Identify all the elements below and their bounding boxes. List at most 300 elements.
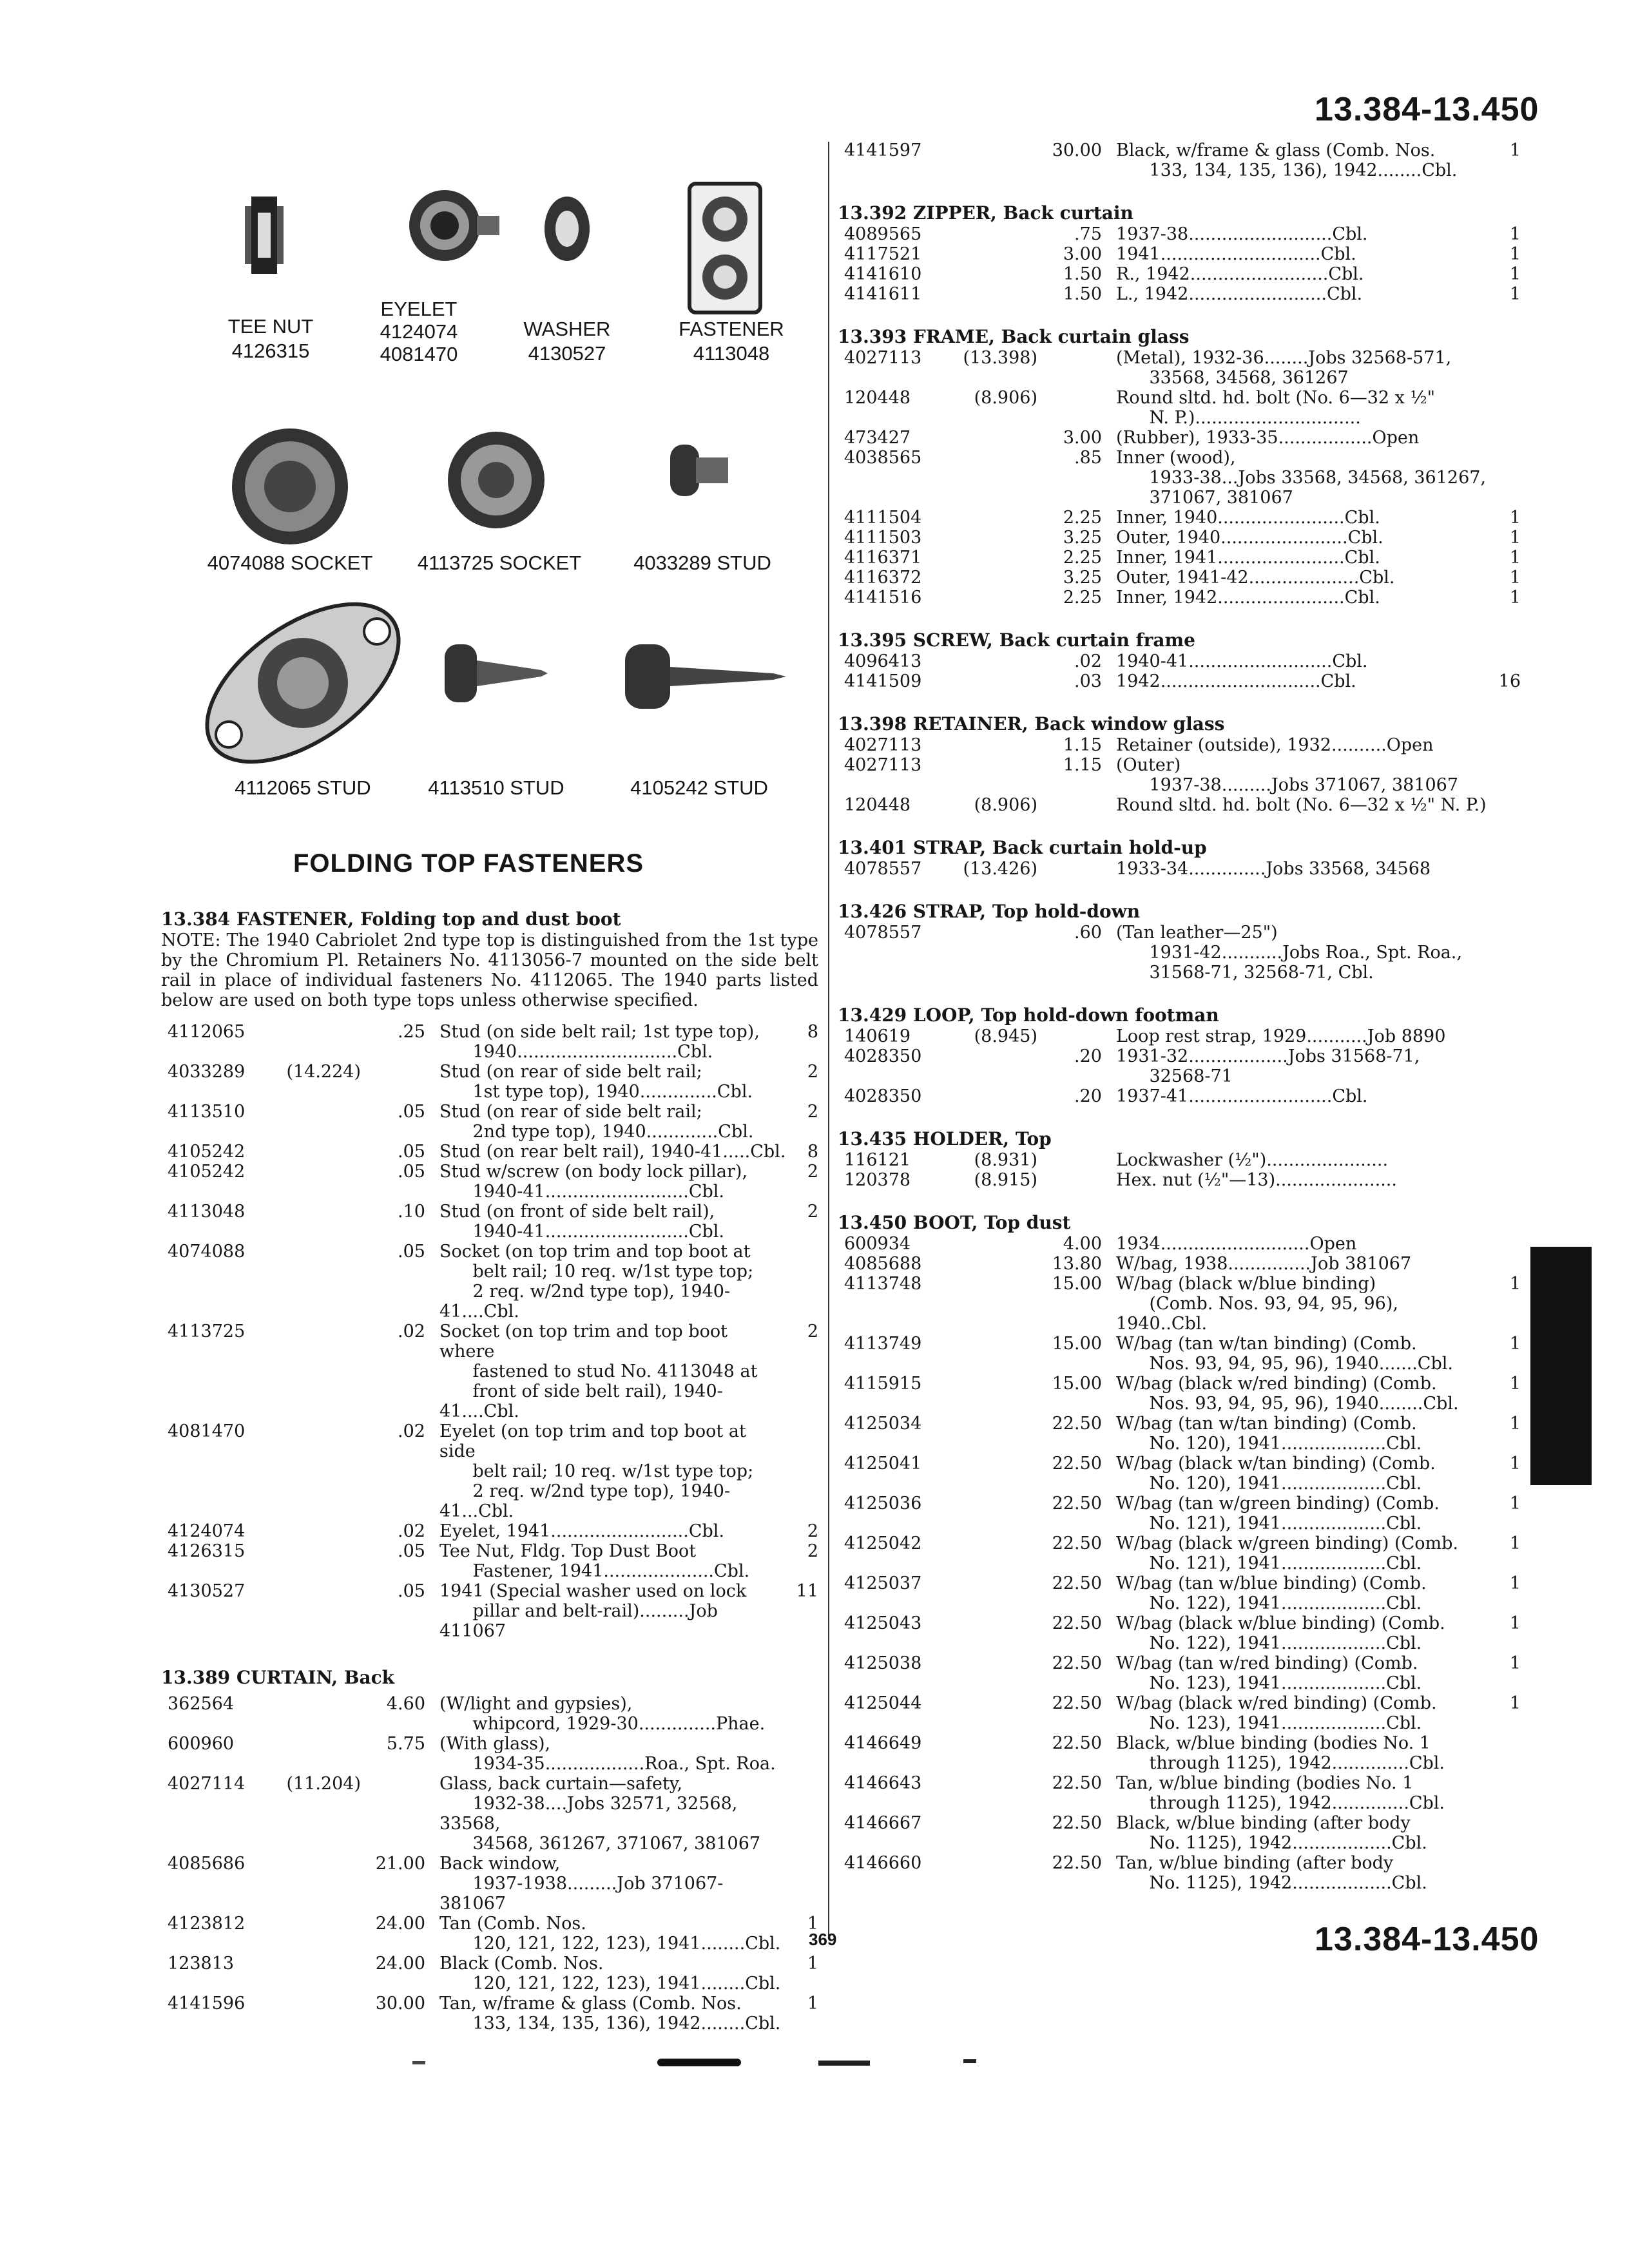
- part-row: [838, 284, 1521, 304]
- part-number: 4105242: [168, 1142, 246, 1162]
- price: 2.25: [1063, 548, 1102, 568]
- cross-reference: [277, 1541, 361, 1581]
- parts-list: [161, 1022, 818, 1641]
- fastener-plate-icon: [689, 184, 760, 312]
- part-row: [838, 1274, 1521, 1334]
- part-number: 4125042: [844, 1533, 922, 1553]
- cross-reference: [954, 448, 1037, 508]
- part-description: 1942.............................Cbl.: [1116, 671, 1356, 691]
- part-row: [838, 923, 1521, 983]
- caption-line: FASTENER: [679, 318, 784, 340]
- part-row: [161, 1321, 818, 1421]
- part-number: 4027114: [168, 1774, 246, 1794]
- part-number: 4141611: [844, 284, 922, 304]
- part-description: Round sltd. hd. bolt (No. 6—32 x ½" N. P.)..............................: [1116, 388, 1436, 428]
- caption-line: WASHER: [523, 318, 611, 340]
- price: 22.50: [1052, 1494, 1102, 1514]
- quantity: [1489, 1733, 1521, 1773]
- part-number: 473427: [844, 428, 911, 448]
- quantity: 1: [1509, 224, 1521, 244]
- cross-reference: [277, 1321, 361, 1421]
- part-number: 4124074: [168, 1521, 246, 1541]
- price: 22.50: [1052, 1693, 1102, 1713]
- cross-reference: [954, 508, 1037, 528]
- part-number: 4113749: [844, 1334, 922, 1354]
- price: [361, 1062, 425, 1102]
- oval-stud-icon: [180, 573, 426, 793]
- quantity: 1: [1509, 1533, 1521, 1553]
- cross-reference: [954, 1494, 1037, 1533]
- part-description: Tan, w/blue binding (bodies No. 1 through 1125), 1942..............Cbl.: [1116, 1773, 1445, 1813]
- caption-4033289-stud: 4033289 STUD: [633, 552, 771, 574]
- page-number: 369: [809, 1930, 837, 1949]
- price: .02: [1074, 651, 1102, 671]
- caption-tee-nut: [213, 314, 329, 363]
- part-number: 4113725: [168, 1321, 246, 1341]
- caption-line: TEE NUT: [227, 315, 314, 338]
- quantity: [1489, 448, 1521, 508]
- caption-4113725-socket: 4113725 SOCKET: [417, 552, 582, 574]
- part-row: [838, 755, 1521, 795]
- part-number: 4078557: [844, 923, 922, 943]
- part-number: 4078557: [844, 859, 922, 879]
- eyelet-icon: [409, 190, 499, 261]
- price: 1.50: [1063, 264, 1102, 284]
- part-row: [838, 1813, 1521, 1853]
- price: [1037, 388, 1102, 428]
- part-description: Stud (on front of side belt rail), 1940-41..........................Cbl.: [439, 1202, 724, 1242]
- part-number: 4125038: [844, 1653, 922, 1673]
- quantity: [786, 1242, 818, 1321]
- part-number: 4038565: [844, 448, 922, 468]
- page-range-top: 13.384-13.450: [1315, 91, 1539, 128]
- price: [1037, 859, 1102, 879]
- part-number: 4125036: [844, 1494, 922, 1514]
- quantity: 1: [1509, 548, 1521, 568]
- quantity: 1: [1509, 1274, 1521, 1294]
- part-description: Outer, 1940.......................Cbl.: [1116, 528, 1383, 548]
- part-description: (Tan leather—25") 1931-42...........Jobs Roa., Spt. Roa., 31568-71, 32568-71, Cbl.: [1116, 923, 1462, 983]
- quantity: [1489, 1026, 1521, 1046]
- price: 4.00: [1063, 1234, 1102, 1254]
- part-row: [838, 348, 1521, 388]
- part-number: 4115915: [844, 1374, 922, 1394]
- part-number: 600934: [844, 1234, 911, 1254]
- cross-reference: (13.426): [963, 859, 1037, 879]
- cross-reference: [277, 1954, 361, 1994]
- part-description: Stud (on rear of side belt rail; 2nd type top), 1940.............Cbl.: [439, 1102, 754, 1142]
- screw-stud-icon: [625, 644, 786, 709]
- cross-reference: (11.204): [286, 1774, 361, 1794]
- price: 22.50: [1052, 1813, 1102, 1833]
- quantity: [1489, 1813, 1521, 1853]
- parts-list: [838, 348, 1521, 608]
- part-number: 4117521: [844, 244, 922, 264]
- part-number: 4085688: [844, 1254, 922, 1274]
- price: 22.50: [1052, 1853, 1102, 1873]
- cross-reference: [954, 735, 1037, 755]
- caption-4113510-stud: 4113510 STUD: [428, 776, 564, 799]
- part-number: 4089565: [844, 224, 922, 244]
- caption-line: 4130527: [528, 342, 606, 365]
- part-number: 4125037: [844, 1573, 922, 1593]
- quantity: [786, 1421, 818, 1521]
- cross-reference: [954, 1533, 1037, 1573]
- caption-4105242-stud: 4105242 STUD: [630, 776, 768, 799]
- quantity: [1489, 428, 1521, 448]
- cross-reference: [277, 1022, 361, 1062]
- part-description: Stud (on rear of side belt rail; 1st type top), 1940..............Cbl.: [439, 1062, 753, 1102]
- part-row: [161, 1242, 818, 1321]
- part-number: 4033289: [168, 1062, 246, 1082]
- washer-icon: [545, 197, 590, 261]
- section-heading: 13.426 STRAP, Top hold-down: [838, 901, 1141, 922]
- part-number: 4113510: [168, 1102, 246, 1122]
- section-heading: 13.450 BOOT, Top dust: [838, 1212, 1071, 1233]
- part-number: 4141596: [168, 1994, 246, 2013]
- part-row: [161, 1421, 818, 1521]
- price: [1037, 1150, 1102, 1170]
- part-description: Black, w/blue binding (bodies No. 1 through 1125), 1942..............Cbl.: [1116, 1733, 1445, 1773]
- quantity: 2: [807, 1521, 818, 1541]
- caption-washer: [509, 317, 625, 366]
- quantity: 1: [1509, 1374, 1521, 1394]
- cross-reference: [954, 1573, 1037, 1613]
- part-description: 1937-38..........................Cbl.: [1116, 224, 1368, 244]
- part-description: Socket (on top trim and top boot at belt rail; 10 req. w/1st type top; 2 req. w/2nd type top), 1940-41....Cbl.: [439, 1242, 754, 1321]
- part-row: [838, 244, 1521, 264]
- part-row: [838, 1150, 1521, 1170]
- cross-reference: [277, 1734, 361, 1774]
- quantity: 1: [1509, 284, 1521, 304]
- cross-reference: [277, 1521, 361, 1541]
- part-row: [838, 735, 1521, 755]
- price: .75: [1074, 224, 1102, 244]
- cross-reference: (8.915): [974, 1170, 1037, 1190]
- price: .02: [398, 1421, 425, 1441]
- quantity: 1: [1509, 1653, 1521, 1673]
- left-column: [161, 908, 818, 2033]
- part-description: (Metal), 1932-36........Jobs 32568-571, 33568, 34568, 361267: [1116, 348, 1452, 388]
- quantity: [1489, 859, 1521, 879]
- part-description: Tee Nut, Fldg. Top Dust Boot Fastener, 1941....................Cbl.: [439, 1541, 750, 1581]
- quantity: 2: [807, 1102, 818, 1122]
- cross-reference: (13.398): [963, 348, 1037, 368]
- caption-line: EYELET: [380, 298, 458, 320]
- part-row: [161, 1202, 818, 1242]
- cross-reference: [954, 1374, 1037, 1414]
- section-title: FOLDING TOP FASTENERS: [293, 849, 644, 878]
- part-description: Loop rest strap, 1929...........Job 8890: [1116, 1026, 1446, 1046]
- part-description: Hex. nut (½"—13)......................: [1116, 1170, 1397, 1190]
- cross-reference: [954, 548, 1037, 568]
- quantity: 2: [807, 1541, 818, 1561]
- part-row: [838, 448, 1521, 508]
- caption-4112065-stud: 4112065 STUD: [235, 776, 371, 799]
- screw-stud-icon: [445, 644, 548, 702]
- section-heading: 13.395 SCREW, Back curtain frame: [838, 629, 1195, 651]
- part-row: [838, 224, 1521, 244]
- part-row: [838, 1653, 1521, 1693]
- section-heading: 13.393 FRAME, Back curtain glass: [838, 326, 1190, 347]
- quantity: 1: [1509, 1414, 1521, 1434]
- part-number: 4141516: [844, 588, 922, 608]
- quantity: [786, 1694, 818, 1734]
- cross-reference: [954, 651, 1037, 671]
- cross-reference: [277, 1581, 361, 1641]
- part-row: [838, 859, 1521, 879]
- part-row: [838, 1613, 1521, 1653]
- section-heading: 13.398 RETAINER, Back window glass: [838, 713, 1225, 735]
- part-description: Inner, 1941.......................Cbl.: [1116, 548, 1380, 568]
- price: .05: [398, 1541, 425, 1561]
- cross-reference: [954, 140, 1037, 180]
- cross-reference: [954, 1414, 1037, 1454]
- quantity: [1489, 1773, 1521, 1813]
- price: [1037, 1026, 1102, 1046]
- part-number: 4113048: [168, 1202, 246, 1222]
- part-number: 4125044: [844, 1693, 922, 1713]
- part-number: 600960: [168, 1734, 235, 1754]
- part-description: Glass, back curtain—safety, 1932-38....Jobs 32571, 32568, 33568, 34568, 361267, 371067, 381067: [439, 1774, 761, 1854]
- cross-reference: [954, 671, 1037, 691]
- part-description: Outer, 1941-42....................Cbl.: [1116, 568, 1395, 588]
- section-note: NOTE: The 1940 Cabriolet 2nd type top is distinguished from the 1st type by the Chromium Pl. Retainers No. 4113056-7 mounted on the side belt rail in place of individual fasteners No. 4112065. The 1940 parts listed below are used on both type tops unless otherwise specified.: [161, 930, 818, 1010]
- part-description: W/bag, 1938...............Job 381067: [1116, 1254, 1412, 1274]
- cross-reference: [954, 1274, 1037, 1334]
- quantity: 8: [807, 1022, 818, 1042]
- part-description: 1940-41..........................Cbl.: [1116, 651, 1368, 671]
- part-number: 4085686: [168, 1854, 246, 1874]
- quantity: 2: [807, 1062, 818, 1082]
- part-description: Tan, w/blue binding (after body No. 1125), 1942..................Cbl.: [1116, 1853, 1427, 1893]
- quantity: 1: [1509, 264, 1521, 284]
- price: 30.00: [375, 1994, 425, 2013]
- part-row: [838, 1454, 1521, 1494]
- caption-line: 4126315: [231, 340, 310, 362]
- part-description: W/bag (black w/green binding) (Comb. No. 121), 1941...................Cbl.: [1116, 1533, 1458, 1573]
- part-row: [161, 1541, 818, 1581]
- price: 22.50: [1052, 1773, 1102, 1793]
- cross-reference: [277, 1994, 361, 2033]
- cross-reference: [954, 264, 1037, 284]
- part-row: [161, 1994, 818, 2033]
- caption-line: 4113048: [693, 342, 770, 365]
- caption-line: 4124074: [380, 320, 458, 343]
- part-description: (W/light and gypsies), whipcord, 1929-30..............Phae.: [439, 1694, 766, 1734]
- quantity: [1489, 1046, 1521, 1086]
- cross-reference: (8.906): [974, 388, 1037, 408]
- cross-reference: [954, 755, 1037, 795]
- section-heading: 13.392 ZIPPER, Back curtain: [838, 202, 1133, 224]
- socket-icon: [448, 432, 545, 528]
- quantity: [786, 1854, 818, 1914]
- price: .20: [1074, 1046, 1102, 1066]
- price: 1.15: [1063, 735, 1102, 755]
- cross-reference: [954, 568, 1037, 588]
- part-number: 4105242: [168, 1162, 246, 1182]
- part-row: [838, 1254, 1521, 1274]
- part-description: Round sltd. hd. bolt (No. 6—32 x ½" N. P.): [1116, 795, 1487, 815]
- price: .02: [398, 1521, 425, 1541]
- part-number: 4116372: [844, 568, 922, 588]
- price: 21.00: [375, 1854, 425, 1874]
- part-description: W/bag (tan w/blue binding) (Comb. No. 122), 1941...................Cbl.: [1116, 1573, 1427, 1613]
- part-number: 4028350: [844, 1086, 922, 1106]
- cross-reference: [954, 1046, 1037, 1086]
- parts-list: [838, 1234, 1521, 1893]
- part-number: 4141610: [844, 264, 922, 284]
- part-description: Stud (on side belt rail; 1st type top), 1940.............................Cbl.: [439, 1022, 760, 1062]
- price: 15.00: [1052, 1274, 1102, 1294]
- price: .02: [398, 1321, 425, 1341]
- quantity: [1489, 1853, 1521, 1893]
- right-column: [838, 140, 1521, 1893]
- part-number: 4125043: [844, 1613, 922, 1633]
- quantity: 1: [1509, 1334, 1521, 1354]
- price: 13.80: [1052, 1254, 1102, 1274]
- part-description: (With glass), 1934-35..................Roa., Spt. Roa.: [439, 1734, 776, 1774]
- cross-reference: [954, 284, 1037, 304]
- quantity: 2: [807, 1202, 818, 1222]
- part-row: [838, 795, 1521, 815]
- part-number: 4096413: [844, 651, 922, 671]
- part-row: [161, 1022, 818, 1062]
- part-number: 4074088: [168, 1242, 246, 1262]
- parts-list: [838, 859, 1521, 879]
- part-number: 116121: [844, 1150, 911, 1170]
- part-row: [838, 1086, 1521, 1106]
- parts-list: [838, 923, 1521, 983]
- parts-list: [838, 1026, 1521, 1106]
- part-number: 120378: [844, 1170, 911, 1190]
- price: 1.50: [1063, 284, 1102, 304]
- parts-list: [838, 140, 1521, 180]
- cross-reference: (8.945): [974, 1026, 1037, 1046]
- cross-reference: [954, 528, 1037, 548]
- quantity: [1489, 348, 1521, 388]
- part-row: [161, 1162, 818, 1202]
- part-number: 4113748: [844, 1274, 922, 1294]
- part-row: [161, 1062, 818, 1102]
- cross-reference: [277, 1694, 361, 1734]
- cross-reference: (8.931): [974, 1150, 1037, 1170]
- price: 3.25: [1063, 528, 1102, 548]
- cross-reference: [954, 923, 1037, 983]
- part-row: [161, 1694, 818, 1734]
- part-number: 4130527: [168, 1581, 246, 1601]
- part-number: 4123812: [168, 1914, 246, 1934]
- cross-reference: [277, 1102, 361, 1142]
- cross-reference: [277, 1202, 361, 1242]
- price: 24.00: [375, 1914, 425, 1934]
- cross-reference: [954, 224, 1037, 244]
- price: .05: [398, 1581, 425, 1601]
- part-row: [838, 508, 1521, 528]
- part-row: [161, 1954, 818, 1994]
- quantity: [1489, 1150, 1521, 1170]
- price: 22.50: [1052, 1613, 1102, 1633]
- price: 3.00: [1063, 244, 1102, 264]
- part-description: W/bag (black w/blue binding) (Comb. Nos. 93, 94, 95, 96), 1940..Cbl.: [1116, 1274, 1398, 1334]
- part-number: 4111503: [844, 528, 922, 548]
- part-number: 4146660: [844, 1853, 922, 1873]
- cross-reference: [954, 244, 1037, 264]
- column-divider: [828, 142, 829, 1939]
- price: .60: [1074, 923, 1102, 943]
- parts-list: [838, 1150, 1521, 1190]
- part-number: 4141597: [844, 140, 922, 160]
- part-number: 4027113: [844, 755, 922, 775]
- part-description: Black, w/blue binding (after body No. 1125), 1942..................Cbl.: [1116, 1813, 1427, 1853]
- price: [1037, 1170, 1102, 1190]
- price: .10: [398, 1202, 425, 1222]
- caption-4074088-socket: 4074088 SOCKET: [207, 552, 373, 574]
- price: [361, 1774, 425, 1854]
- part-row: [838, 264, 1521, 284]
- part-row: [161, 1142, 818, 1162]
- part-description: Inner, 1940.......................Cbl.: [1116, 508, 1380, 528]
- part-row: [838, 1046, 1521, 1086]
- part-description: W/bag (tan w/tan binding) (Comb. Nos. 93, 94, 95, 96), 1940.......Cbl.: [1116, 1334, 1453, 1374]
- part-number: 4125041: [844, 1454, 922, 1474]
- part-number: 4111504: [844, 508, 922, 528]
- part-number: 362564: [168, 1694, 235, 1714]
- part-description: Eyelet, 1941.........................Cbl.: [439, 1521, 725, 1541]
- part-number: 4027113: [844, 735, 922, 755]
- part-number: 4116371: [844, 548, 922, 568]
- part-description: R., 1942.........................Cbl.: [1116, 264, 1364, 284]
- part-row: [838, 651, 1521, 671]
- price: 30.00: [1052, 140, 1102, 160]
- quantity: [1489, 735, 1521, 755]
- cross-reference: [954, 1086, 1037, 1106]
- cross-reference: [277, 1142, 361, 1162]
- stud-icon: [670, 445, 728, 496]
- cross-reference: [954, 1733, 1037, 1773]
- part-number: 4125034: [844, 1414, 922, 1434]
- part-description: Inner (wood), 1933-38...Jobs 33568, 34568, 361267, 371067, 381067: [1116, 448, 1487, 508]
- scan-mark: [963, 2059, 976, 2063]
- quantity: [1489, 1170, 1521, 1190]
- cross-reference: [277, 1421, 361, 1521]
- illustration-panel: [148, 155, 818, 825]
- part-description: W/bag (black w/red binding) (Comb. Nos. 93, 94, 95, 96), 1940........Cbl.: [1116, 1374, 1459, 1414]
- price: .20: [1074, 1086, 1102, 1106]
- quantity: 1: [1509, 1573, 1521, 1593]
- part-description: Tan, w/frame & glass (Comb. Nos. 133, 134, 135, 136), 1942........Cbl.: [439, 1994, 781, 2033]
- part-number: 4081470: [168, 1421, 246, 1441]
- quantity: 1: [807, 1954, 818, 1974]
- part-description: L., 1942.........................Cbl.: [1116, 284, 1363, 304]
- part-description: 1933-34..............Jobs 33568, 34568: [1116, 859, 1431, 879]
- quantity: [1489, 388, 1521, 428]
- part-description: Socket (on top trim and top boot where fastened to stud No. 4113048 at front of side belt rail), 1940-41....Cbl.: [439, 1321, 758, 1421]
- price: 22.50: [1052, 1573, 1102, 1593]
- quantity: [1489, 651, 1521, 671]
- cross-reference: [954, 588, 1037, 608]
- quantity: 1: [1509, 1613, 1521, 1633]
- price: .25: [398, 1022, 425, 1042]
- part-row: [161, 1102, 818, 1142]
- part-description: 1941.............................Cbl.: [1116, 244, 1356, 264]
- part-row: [838, 1693, 1521, 1733]
- price: 22.50: [1052, 1414, 1102, 1434]
- part-number: 140619: [844, 1026, 911, 1046]
- socket-icon: [232, 428, 348, 544]
- price: 22.50: [1052, 1733, 1102, 1753]
- part-row: [838, 1170, 1521, 1190]
